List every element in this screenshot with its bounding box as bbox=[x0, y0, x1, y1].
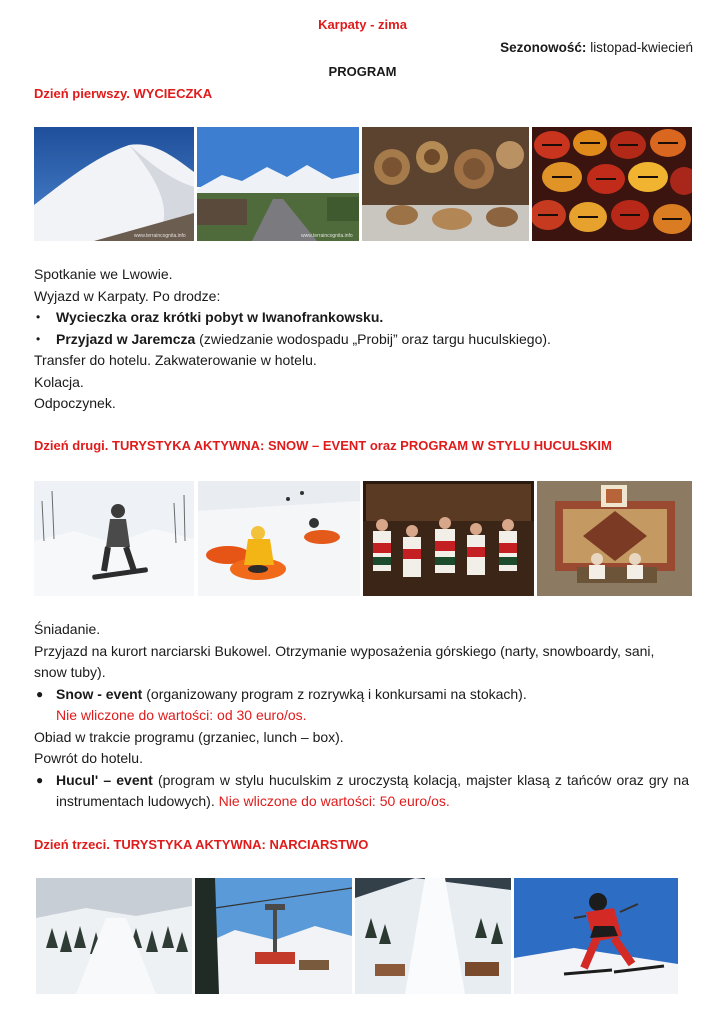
photo-snow-tubing bbox=[198, 481, 360, 596]
photo-ski-lift bbox=[195, 878, 352, 994]
season-label: Sezonowość: bbox=[500, 40, 587, 55]
bullet-text: Wycieczka oraz krótki pobyt w Iwanofrankowsku. bbox=[56, 309, 384, 325]
bullet-bold: Przyjazd w Jaremcza bbox=[56, 330, 196, 347]
bullet-text: (zwiedzanie wodospadu „Probij” oraz targu huculskiego). bbox=[195, 330, 551, 347]
day3-heading: Dzień trzeci. TURYSTYKA AKTYWNA: NARCIARSTWO bbox=[34, 837, 369, 852]
bullet-item: ● Snow - event (organizowany program z rozrywką i konkursami na stokach). Nie wliczone do wartości: od 30 euro/os. bbox=[36, 685, 527, 723]
day1-heading: Dzień pierwszy. WYCIECZKA bbox=[34, 86, 213, 101]
text-line: Kolacja. bbox=[34, 373, 84, 390]
photo-watermark: www.terraincognita.info bbox=[301, 233, 353, 239]
text-line: Śniadanie. bbox=[34, 621, 101, 637]
photo-snowy-mountain bbox=[34, 127, 194, 241]
text-line: Przyjazd na kurort narciarski Bukowel. Otrzymanie wyposażenia górskiego (narty, snowboardy, sani, snow tuby). bbox=[34, 642, 655, 680]
season-line bbox=[500, 40, 693, 55]
photo-forest-slope bbox=[36, 878, 192, 994]
text-line: Odpoczynek. bbox=[34, 395, 116, 411]
bullet-text: (program w stylu huculskim z uroczystą kolacją, majster klasą z tańców oraz gry na instrumentach ludowych). bbox=[56, 771, 689, 809]
text-line: Powrót do hotelu. bbox=[34, 750, 143, 766]
price-note: Nie wliczone do wartości: 50 euro/os. bbox=[218, 793, 450, 809]
bullet-item: • Wycieczka oraz krótki pobyt w Iwanofrankowsku. bbox=[36, 309, 384, 325]
bullet-text: (organizowany program z rozrywką i konkursami na stokach). bbox=[142, 685, 527, 702]
bullet-bold: Huculʹ – event bbox=[56, 771, 153, 788]
photo-watermark: www.terraincognita.info bbox=[134, 233, 186, 239]
text-line: Obiad w trakcie programu (grzaniec, lunch – box). bbox=[34, 728, 344, 745]
bullet-item: ● Huculʹ – event (program w stylu huculskim z uroczystą kolacją, majster klasą z tańców oraz gry na instrumentach ludowych). Nie wliczone do wartości: 50 euro/os. bbox=[36, 771, 689, 809]
bullet-item: • Przyjazd w Jaremcza (zwiedzanie wodospadu „Probij” oraz targu huculskiego). bbox=[36, 330, 551, 347]
photo-ski-resort bbox=[355, 878, 511, 994]
program-heading: PROGRAM bbox=[328, 64, 397, 79]
photo-hutsul-dancers bbox=[363, 481, 534, 596]
photo-road-village bbox=[197, 127, 359, 241]
text-line: Transfer do hotelu. Zakwaterowanie w hotelu. bbox=[34, 352, 317, 368]
bullet-bold: Snow - event bbox=[56, 685, 143, 702]
text-line: Spotkanie we Lwowie. bbox=[34, 266, 173, 282]
photo-skier bbox=[514, 878, 678, 994]
photo-carpet-interior bbox=[537, 481, 692, 596]
day1-text bbox=[34, 264, 689, 415]
document-title: Karpaty - zima bbox=[318, 17, 407, 32]
photo-painted-eggs bbox=[532, 127, 692, 241]
text-line: Wyjazd w Karpaty. Po drodze: bbox=[34, 287, 221, 304]
price-note: Nie wliczone do wartości: od 30 euro/os. bbox=[56, 707, 307, 723]
day2-heading: Dzień drugi. TURYSTYKA AKTYWNA: SNOW – EVENT oraz PROGRAM W STYLU HUCULSKIM bbox=[34, 438, 612, 453]
photo-snowboarder bbox=[34, 481, 194, 596]
season-value: listopad-kwiecień bbox=[586, 40, 693, 55]
photo-wooden-crafts bbox=[362, 127, 529, 241]
day2-text bbox=[34, 619, 689, 813]
